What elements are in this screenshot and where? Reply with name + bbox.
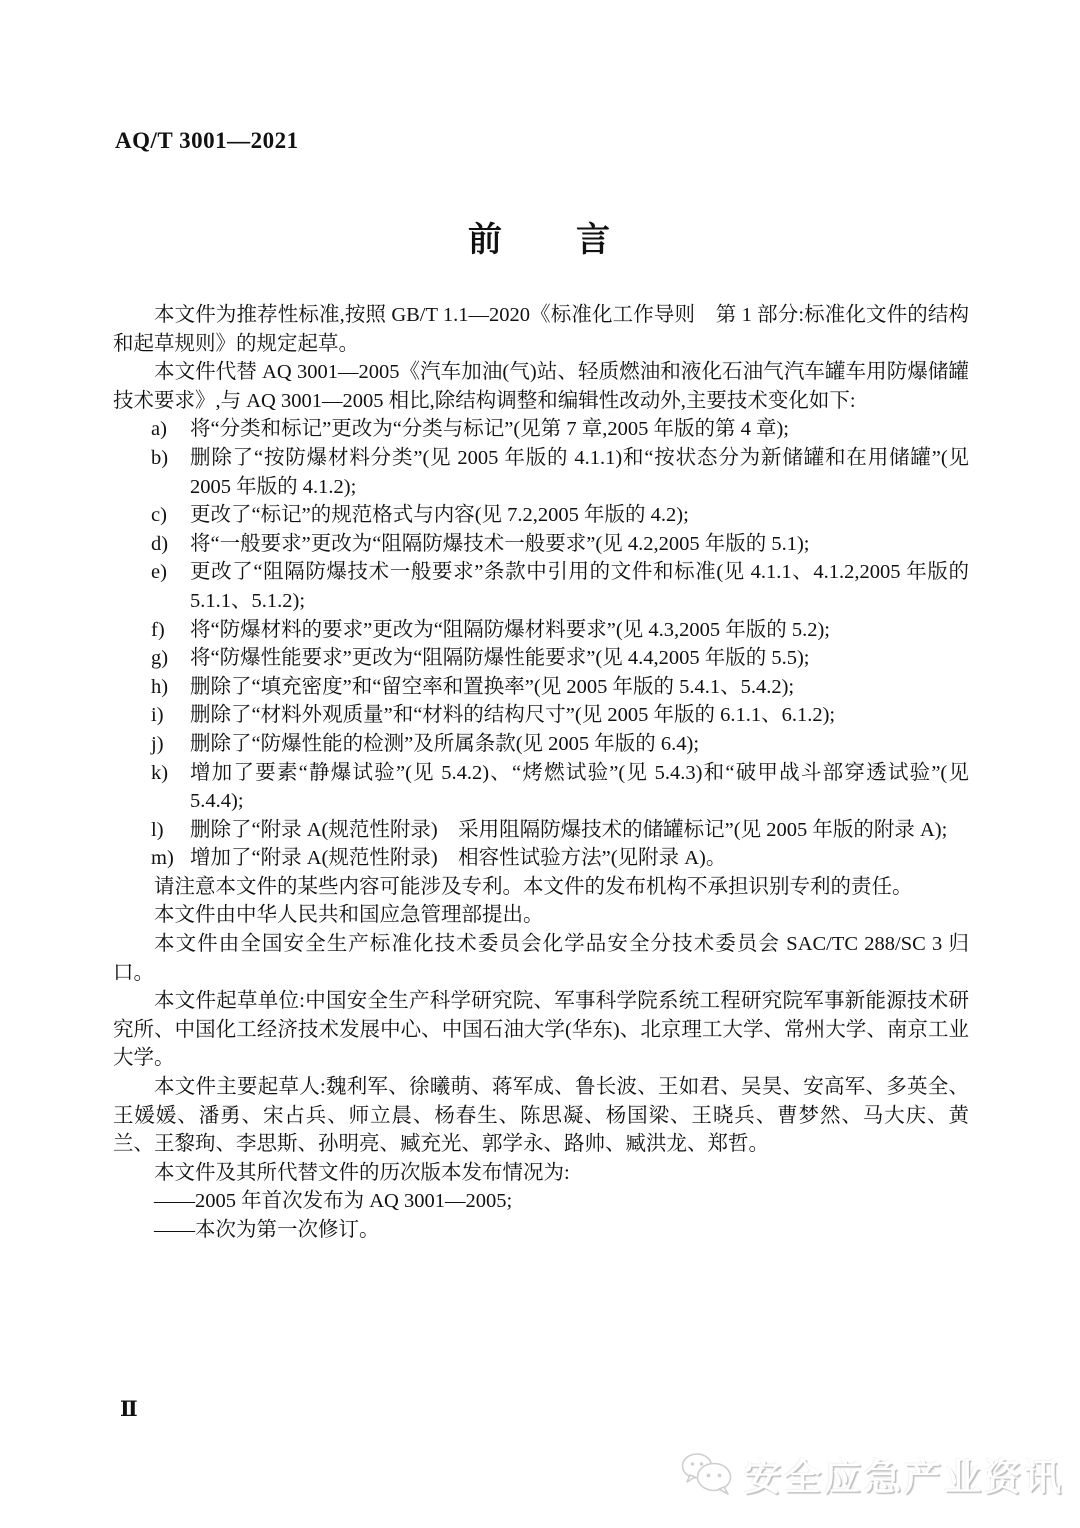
change-item-text: 删除了“防爆性能的检测”及所属条款(见 2005 年版的 6.4); [190,732,700,755]
wechat-icon [680,1451,734,1497]
closing-paragraph: ——本次为第一次修订。 [154,1219,380,1241]
closing-paragraph: 本文件主要起草人:魏利军、徐曦萌、蒋军成、鲁长波、王如君、吴昊、安高军、多英全、王媛媛、潘勇、宋占兵、师立晨、杨春生、陈思凝、杨国梁、王晓兵、曹梦然、马大庆、黄兰、王黎珣、李思斯、孙明亮、臧充光、郭学永、路帅、臧洪龙、郑哲。 [113,1076,969,1156]
change-item [113,558,969,615]
change-item [113,530,969,559]
intro-paragraph: 本文件代替 AQ 3001—2005《汽车加油(气)站、轻质燃油和液化石油气汽车罐车用防爆储罐技术要求》,与 AQ 3001—2005 相比,除结构调整和编辑性改动外,主要技术变化如下: [113,361,969,412]
change-item [113,644,969,673]
change-item-label: e) [151,561,167,584]
change-item [113,730,969,759]
change-item-label: k) [151,761,169,784]
change-item-text: 更改了“标记”的规范格式与内容(见 7.2,2005 年版的 4.2); [190,504,689,527]
change-item-text: 将“一般要求”更改为“阻隔防爆技术一般要求”(见 4.2,2005 年版的 5.1); [190,532,810,555]
change-item-text: 删除了“材料外观质量”和“材料的结构尺寸”(见 2005 年版的 6.1.1、6.1.2); [190,704,836,727]
closing-paragraph: 本文件及其所代替文件的历次版本发布情况为: [154,1161,570,1184]
change-item [113,444,969,501]
watermark-label: 安全应急产业资讯 [744,1457,1064,1498]
change-item [113,701,969,730]
change-item [113,501,969,530]
change-item-text: 删除了“填充密度”和“留空率和置换率”(见 2005 年版的 5.4.1、5.4.2); [190,675,795,698]
change-item-text: 增加了要素“静爆试验”(见 5.4.2)、“烤燃试验”(见 5.4.3)和“破甲战斗部穿透试验”(见 5.4.4); [190,761,969,813]
page-title: 前 言 [468,221,612,259]
change-item-label: b) [151,446,169,469]
page-number: Ⅱ [120,1397,138,1421]
change-list [113,415,969,873]
intro-paragraphs [113,301,969,415]
change-item-label: m) [151,847,174,870]
doc-number: AQ/T 3001—2021 [115,128,299,153]
intro-paragraph: 本文件为推荐性标准,按照 GB/T 1.1—2020《标准化工作导则 第 1 部分:标准化文件的结构和起草规则》的规定起草。 [113,304,969,355]
closing-paragraph: 本文件由全国安全生产标准化技术委员会化学品安全分技术委员会 SAC/TC 288/SC 3 归口。 [113,933,969,984]
closing-paragraph: 请注意本文件的某些内容可能涉及专利。本文件的发布机构不承担识别专利的责任。 [154,875,913,898]
change-item-text: 增加了“附录 A(规范性附录) 相容性试验方法”(见附录 A)。 [190,847,727,870]
change-item-text: 删除了“附录 A(规范性附录) 采用阻隔防爆技术的储罐标记”(见 2005 年版的附录 A); [190,818,948,841]
change-item-text: 将“防爆材料的要求”更改为“阻隔防爆材料要求”(见 4.3,2005 年版的 5.2); [190,618,830,641]
change-item [113,616,969,645]
change-item [113,816,969,845]
change-item-text: 更改了“阻隔防爆技术一般要求”条款中引用的文件和标准(见 4.1.1、4.1.2,2005 年版的 5.1.1、5.1.2); [190,561,969,612]
change-item [113,673,969,702]
change-item-text: 删除了“按防爆材料分类”(见 2005 年版的 4.1.1)和“按状态分为新储罐和在用储罐”(见 2005 年版的 4.1.2); [190,446,969,498]
foreword-body [113,301,969,1245]
change-item-label: d) [151,532,169,555]
change-item [113,415,969,444]
change-item-label: a) [151,418,167,441]
change-item-label: f) [151,618,165,641]
change-item-label: j) [151,732,164,755]
closing-paragraph: 本文件起草单位:中国安全生产科学研究院、军事科学院系统工程研究院军事新能源技术研究所、中国化工经济技术发展中心、中国石油大学(华东)、北京理工大学、常州大学、南京工业大学。 [113,990,969,1070]
change-item-text: 将“防爆性能要求”更改为“阻隔防爆性能要求”(见 4.4,2005 年版的 5.5); [190,647,810,670]
change-item-label: h) [151,675,169,698]
change-item [113,759,969,816]
closing-paragraph: ——2005 年首次发布为 AQ 3001—2005; [154,1190,513,1213]
watermark [680,1447,1064,1501]
closing-paragraph: 本文件由中华人民共和国应急管理部提出。 [154,904,544,927]
change-item [113,844,969,873]
change-item-label: l) [151,818,164,841]
change-item-label: g) [151,647,169,670]
change-item-label: c) [151,504,167,527]
change-item-text: 将“分类和标记”更改为“分类与标记”(见第 7 章,2005 年版的第 4 章); [190,418,789,441]
closing-paragraphs [113,873,969,1245]
change-item-label: i) [151,704,164,727]
